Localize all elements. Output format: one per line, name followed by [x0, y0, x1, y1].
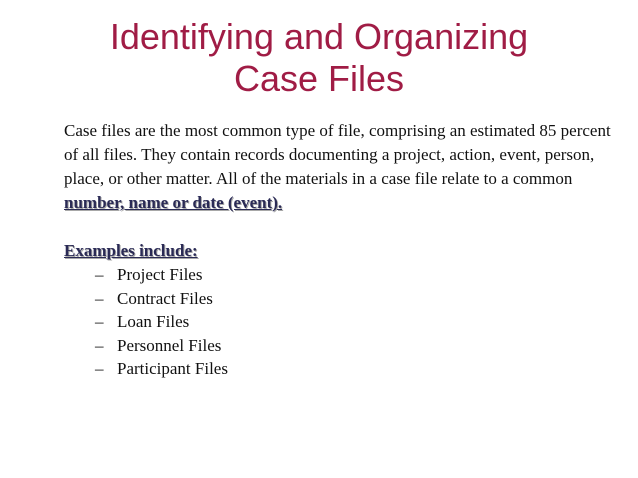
paragraph-text: Case files are the most common type of file, comprising an estimated 85 percent of all files. They contain records documenting a project, action, event, person, place, or other matter. All of the materials in a case file relate to a common: [64, 121, 611, 188]
dash-bullet-icon: –: [95, 312, 104, 331]
list-item-label: Personnel Files: [117, 335, 222, 355]
slide-title: [0, 16, 638, 100]
paragraph-emphasis: number, name or date (event).: [64, 193, 283, 212]
list-item: [64, 357, 624, 381]
slide-body: [64, 119, 624, 381]
dash-bullet-icon: –: [95, 359, 104, 378]
slide-title-line1: Identifying and Organizing: [109, 16, 529, 57]
list-item: [64, 287, 624, 311]
dash-bullet-icon: –: [95, 265, 104, 284]
dash-bullet-icon: –: [95, 335, 104, 355]
examples-list: [64, 263, 624, 381]
list-item: [64, 334, 624, 358]
list-item-label: Project Files: [117, 265, 203, 284]
list-item: [64, 310, 624, 334]
list-item-label: Participant Files: [117, 359, 228, 378]
slide-title-line2: Case Files: [233, 58, 405, 99]
list-item-label: Loan Files: [117, 312, 190, 331]
list-item: [64, 263, 624, 287]
case-files-paragraph: [64, 119, 624, 215]
list-item-label: Contract Files: [117, 288, 213, 308]
spacer: [64, 215, 624, 239]
examples-heading: Examples include:: [64, 241, 198, 260]
dash-bullet-icon: –: [95, 288, 104, 308]
